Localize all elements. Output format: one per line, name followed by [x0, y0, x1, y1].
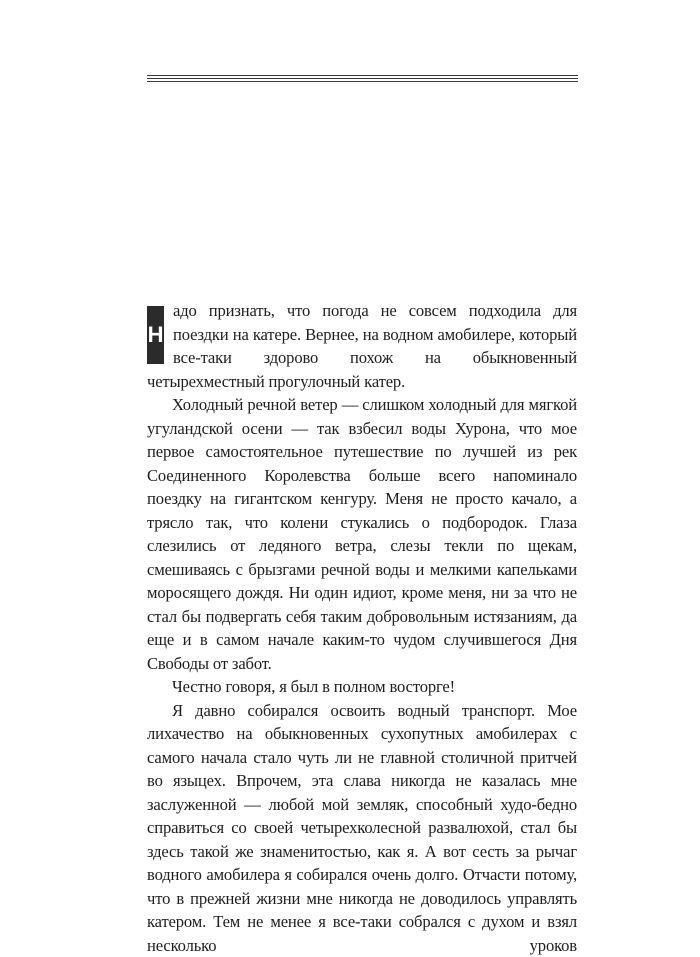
chapter-header-rule: [147, 75, 578, 84]
paragraph-2: Холодный речной ветер — слишком холодный для мягкой угуландской осени — так взбесил воды Хурона, что мое первое самостоятельное путешествие по лучшей из рек Соединенного Королевства больше всего напоминало поездку на гигантском кенгуру. Меня не просто качало, а трясло так, что колени стукались о подбородок. Глаза слезились от ледяного ветра, слезы текли по щекам, смешиваясь с брызгами речной воды и мелкими капельками моросящего дождя. Ни один идиот, кроме меня, ни за что не стал бы подвергать себя таким добровольным истязаниям, да еще и в самом начале каким-то чудом случившегося Дня Свободы от забот.: [147, 393, 577, 675]
paragraph-3: Честно говоря, я был в полном восторге!: [147, 675, 577, 699]
paragraph-4: Я давно собирался освоить водный транспорт. Мое лихачество на обыкновенных сухопутных амобилерах с самого начала стало чуть ли не главной столичной притчей во языцех. Впрочем, эта слава никогда не казалась мне заслуженной — любой мой земляк, способный худо-бедно справиться со своей четырехколесной развалюхой, стал бы здесь такой же знаменитостью, как я. А вот сесть за рычаг водного амобилера я собирался очень долго. Отчасти потому, что в прежней жизни мне никогда не доводилось управлять катером. Тем не менее я все-таки собрался с духом и взял несколько уроков: [147, 699, 577, 957]
rule-line: [147, 81, 578, 82]
rule-line: [147, 75, 578, 76]
drop-cap: Н: [147, 306, 164, 364]
chapter-text: [147, 299, 577, 957]
paragraph-1-text: адо признать, что погода не совсем подходила для поездки на катере. Вернее, на водном амобилере, который все-таки здорово похож на обыкновенный четырехместный прогулочный катер.: [147, 301, 577, 391]
paragraph-1: [147, 299, 577, 393]
rule-line: [147, 78, 578, 79]
